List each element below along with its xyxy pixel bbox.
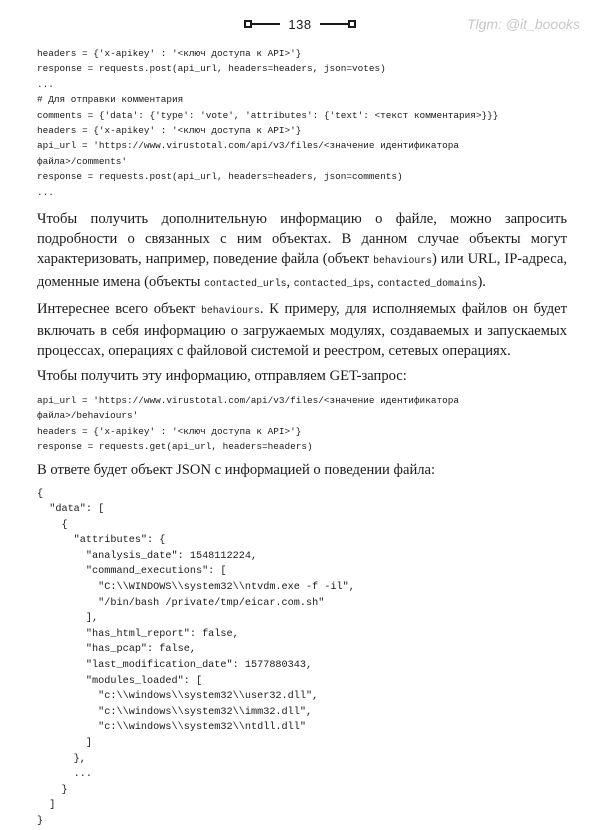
paragraph-json-response: В ответе будет объект JSON с информацией о поведении файла: xyxy=(37,462,436,479)
inline-code-behaviours-2: behaviours xyxy=(201,304,260,316)
inline-code-behaviours: behaviours xyxy=(373,255,432,267)
ornament-right-line xyxy=(320,23,348,25)
paragraph-get-request: Чтобы получить эту информацию, отправляем GET-запрос: xyxy=(37,368,407,385)
ornament-left-line xyxy=(252,23,280,25)
inline-code-contacted-ips: contacted_ips xyxy=(293,277,371,289)
code-block-behaviours-request: api_url = 'https://www.virustotal.com/api/v3/files/<значение идентификатора файла>/behaviours' headers = {'x-apikey' : '<ключ доступа к API>'} response = requests.get(api_url, headers=headers) xyxy=(37,394,459,452)
watermark: Tlgm: @it_boooks xyxy=(466,16,580,32)
page-number: 138 xyxy=(288,16,312,32)
page-content xyxy=(37,46,567,830)
inline-code-contacted-urls: contacted_urls xyxy=(204,277,287,289)
json-response-block: { "data": [ { "attributes": { "analysis_date": 1548112224, "command_executions": [ "C:\\WINDOWS\\system32\\ntvdm.exe -f -il", "/bin/bash /private/tmp/eicar.com.sh" ], "has_html_report": false, "has_pcap": false, "last_modification_date": 1577880343, "modules_loaded": [ "c:\\windows\\system32\\user32.dll", "c:\\windows\\system32\\imm32.dll", "c:\\windows\\system32\\ntdll.dll" ] }, ... } ] } xyxy=(37,488,355,827)
code-block-votes-comments: headers = {'x-apikey' : '<ключ доступа к API>'} response = requests.post(api_url, headers=headers, json=votes) ... # Для отправки комментария comments = {'data': {'type': 'vote', 'attributes': {'text': <текст комментария>}}} headers = {'x-apikey' : '<ключ доступа к API>'} api_url = 'https://www.virustotal.com/api/v3/files/<значение идентификатора файла>/comments' response = requests.post(api_url, headers=headers, json=comments) ... xyxy=(37,48,499,198)
ornament-right-square xyxy=(348,20,356,28)
ornament-left-square xyxy=(244,20,252,28)
inline-code-contacted-domains: contacted_domains xyxy=(377,277,478,289)
paragraph-related-objects: Чтобы получить дополнительную информацию о файле, можно запросить подробности о связанных с ним объектах. В данном случае объекты могут характеризовать, например, поведение файла (объект behaviours) или URL, IP-адреса, доменные имена (объекты contacted_urls, contacted_ips, contacted_domains). xyxy=(37,211,567,290)
page-header xyxy=(0,14,600,34)
page-number-ornament xyxy=(237,14,363,34)
paragraph-behaviours-object: Интереснее всего объект behaviours. К примеру, для исполняемых файлов он будет включать в себя информацию о загружаемых модулях, создаваемых и запускаемых процессах, операциях с файловой системой и реестром, сетевых операциях. xyxy=(37,300,568,360)
